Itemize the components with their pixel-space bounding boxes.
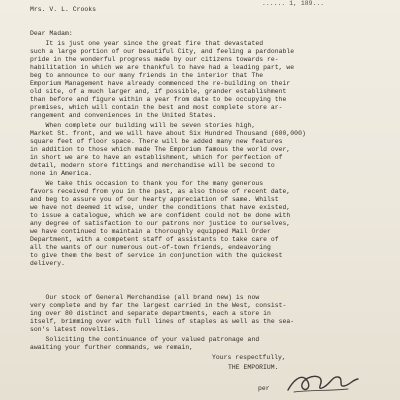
body-line: ing over 80 distinct and separate departments, each a store in — [30, 310, 271, 317]
body-line: we have continued to maintain a thoroughly equipped Mail Order — [30, 228, 271, 235]
body-line: favors received from you in the past, as also those of recent date, — [30, 188, 291, 195]
body-line: in short we are to have an establishment, which for perfection of — [30, 154, 283, 161]
body-line: any degree of satisfaction to our patrons nor justice to ourselves, — [30, 220, 291, 227]
body-line: such a large portion of our beautiful City, and feeling a pardonable — [30, 48, 295, 55]
body-line: Department, with a competent staff of assistants to take care of — [30, 236, 279, 243]
body-line: than before and figure within a year from date to be occupying the — [30, 96, 287, 103]
salutation: Dear Madam: — [30, 30, 73, 37]
body-line: Soliciting the continuance of your valued patronage and — [30, 336, 260, 343]
body-line: very complete and by far the largest carried in the West, consist- — [30, 302, 287, 309]
letter-date: ...... 1, 189... — [262, 0, 325, 7]
body-line: awaiting your further commands, we remain, — [30, 344, 194, 351]
body-line: square feet of floor space. There will be added many new features — [30, 138, 283, 145]
body-line: habilitation in which we are thankful to have had a leading part, we — [30, 64, 295, 71]
body-line: in addition to those which made The Emporium famous the world over, — [30, 146, 291, 153]
body-line: We take this occasion to thank you for the many generous — [30, 180, 264, 187]
body-line: none in America. — [30, 170, 93, 177]
body-line: rangement and conveniences in the United States. — [30, 112, 217, 119]
body-line: old site, of a much larger and, if possible, grander establishment — [30, 88, 287, 95]
body-line: When complete our building will be seven stories high, — [30, 122, 256, 129]
body-line: premises, which will contain the best and most complete store ar- — [30, 104, 283, 111]
body-line: Market St. front, and we will have about Six Hundred Thousand (600,000) — [30, 130, 306, 137]
per-label: per — [258, 385, 270, 392]
closing: Yours respectfully, — [212, 354, 286, 361]
body-line: It is just one year since the great fire that devastated — [30, 40, 264, 47]
body-line: to issue a catalogue, which we are confident could not be done with — [30, 212, 291, 219]
handwritten-signature — [286, 370, 360, 396]
company-name: THE EMPORIUM. — [228, 364, 279, 371]
addressee: Mrs. V. L. Crooks — [30, 6, 97, 13]
body-line: delivery. — [30, 260, 65, 267]
body-line: Emporium Management have already commenced the re-building on their — [30, 80, 291, 87]
body-line: all the wants of our numerous out-of-town friends, endeavoring — [30, 244, 271, 251]
body-line: son's latest novelties. — [30, 326, 120, 333]
body-line: and beg to assure you of our hearty appreciation of same. Whilst — [30, 196, 279, 203]
body-line: we have not deemed it wise, under the conditions that have existed, — [30, 204, 291, 211]
body-line: detail, modern store fittings and merchandise will be second to — [30, 162, 275, 169]
body-line: pride in the wonderful progress made by our citizens towards re- — [30, 56, 279, 63]
body-line: Our stock of General Merchandise (all brand new) is now — [30, 294, 260, 301]
body-line: itself, brimming over with full lines of staples as well as the sea- — [30, 318, 295, 325]
body-line: to give them the best of service in conjunction with the quickest — [30, 252, 283, 259]
body-line: beg to announce to our many friends in the interior that The — [30, 72, 264, 79]
